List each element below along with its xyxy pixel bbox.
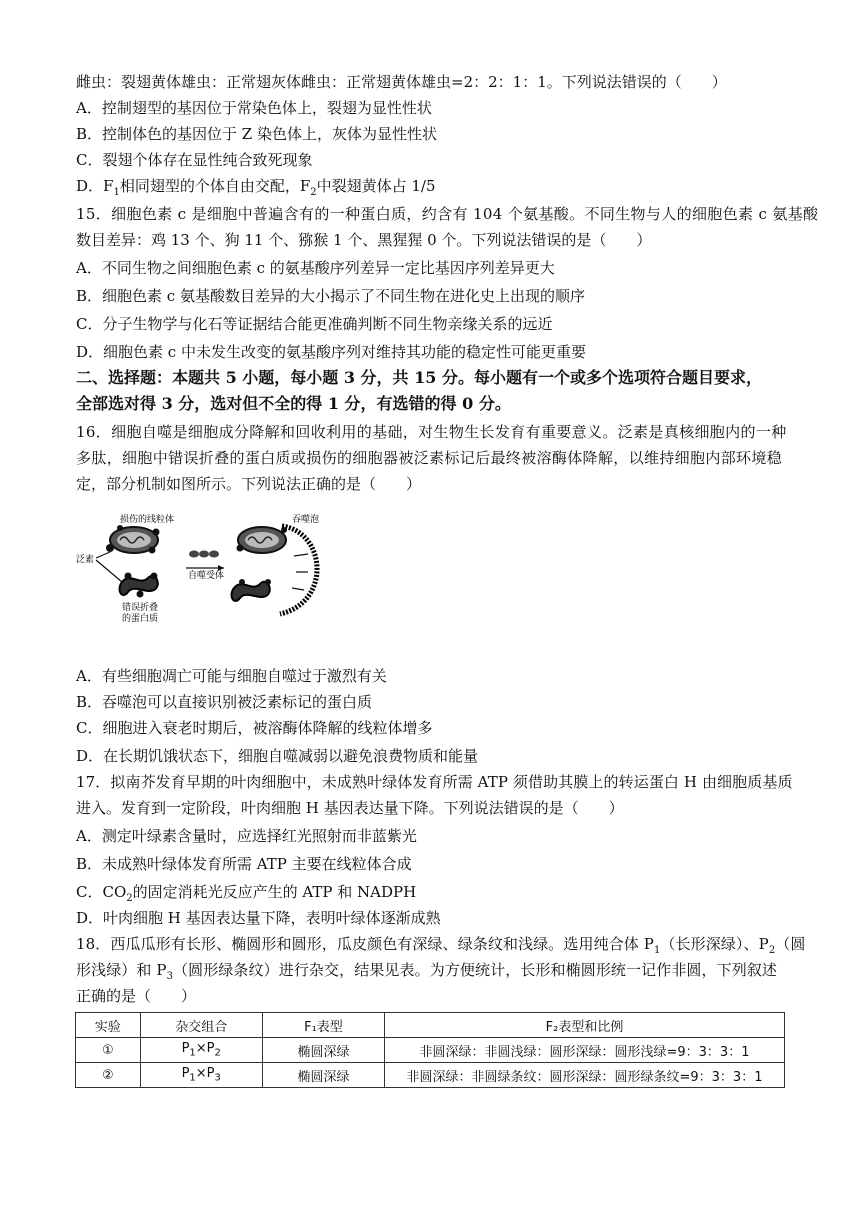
misfolded-protein-left	[120, 573, 158, 598]
label-phagophore: 吞噬泡	[292, 515, 320, 525]
table-row	[76, 1063, 785, 1088]
q16-stem: 16．细胞自噬是细胞成分降解和回收利用的基础，对生物生长发育有重要意义。泛素是真核细胞内的一种	[76, 423, 787, 441]
q15-stem: 15．细胞色素 c 是细胞中普遍含有的一种蛋白质，约含有 104 个氨基酸。不同生物与人的细胞色素 c 氨基酸	[76, 205, 819, 223]
q18-stem-cont: 形浅绿）和 $P_3$（圆形绿条纹）进行杂交，结果见表。为方便统计，长形和椭圆形统一记作非圆，下列叙述	[76, 961, 778, 982]
misfolded-protein-right	[232, 579, 271, 601]
q15-option-a: A．不同生物之间细胞色素 c 的氨基酸序列差异一定比基因序列差异更大	[76, 259, 555, 277]
q17-option-c: C．$CO_2$的固定消耗光反应产生的 ATP 和 NADPH	[76, 883, 417, 904]
label-misfolded-1: 错误折叠	[122, 603, 159, 613]
q15-stem-cont: 数目差异：鸡 13 个、狗 11 个、猕猴 1 个、黑猩猩 0 个。下列说法错误的是（ ）	[76, 231, 652, 249]
table-cell: 非圆深绿：非圆绿条纹：圆形深绿：圆形绿条纹=9：3：3：1	[385, 1063, 785, 1088]
q17-option-b: B．未成熟叶绿体发育所需 ATP 主要在线粒体合成	[76, 855, 412, 873]
table-cell: ②	[76, 1063, 141, 1088]
table-header: 杂交组合	[140, 1013, 262, 1038]
table-header: F₂表型和比例	[385, 1013, 785, 1038]
damaged-mitochondrion-right	[237, 527, 288, 553]
section-heading-cont: 全部选对得 3 分，选对但不全的得 1 分，有选错的得 0 分。	[76, 394, 511, 413]
table-cell: ①	[76, 1038, 141, 1063]
results-table	[75, 1012, 785, 1088]
table-header-row	[76, 1013, 785, 1038]
autophagy-receptor	[189, 551, 219, 558]
q17-option-d: D．叶肉细胞 H 基因表达量下降，表明叶绿体逐渐成熟	[76, 909, 441, 927]
table-cell: 椭圆深绿	[262, 1063, 384, 1088]
q17-stem-cont: 进入。发育到一定阶段，叶肉细胞 H 基因表达量下降。下列说法错误的是（ ）	[76, 799, 624, 817]
q14-option-a: A．控制翅型的基因位于常染色体上，裂翅为显性性状	[76, 99, 432, 117]
q15-option-b: B．细胞色素 c 氨基酸数目差异的大小揭示了不同生物在进化史上出现的顺序	[76, 287, 585, 305]
q16-stem-cont2: 定，部分机制如图所示。下列说法正确的是（ ）	[76, 475, 422, 493]
label-ubiquitin: 泛素	[76, 555, 95, 565]
label-receptor: 自噬受体	[188, 571, 225, 581]
text-line: 雌虫：裂翅黄体雄虫：正常翅灰体雌虫：正常翅黄体雄虫=2：2：1：1。下列说法错误的（ ）	[76, 73, 727, 91]
q14-option-b: B．控制体色的基因位于 Z 染色体上，灰体为显性性状	[76, 125, 437, 143]
label-misfolded-2: 的蛋白质	[122, 614, 159, 624]
table-cell: $P_1\times P_2$	[140, 1038, 262, 1063]
section-heading: 二、选择题：本题共 5 小题，每小题 3 分，共 15 分。每小题有一个或多个选项符合题目要求，	[76, 368, 762, 387]
table-header: F₁表型	[262, 1013, 384, 1038]
table-row	[76, 1038, 785, 1063]
q17-stem: 17．拟南芥发育早期的叶肉细胞中，未成熟叶绿体发育所需 ATP 须借助其膜上的转运蛋白 H 由细胞质基质	[76, 773, 793, 791]
q18-stem: 18．西瓜瓜形有长形、椭圆形和圆形，瓜皮颜色有深绿、绿条纹和浅绿。选用纯合体 $P_1$（长形深绿）、$P_2$（圆	[76, 935, 806, 956]
q16-option-c: C．细胞进入衰老时期后，被溶酶体降解的线粒体增多	[76, 719, 433, 737]
table-cell: 椭圆深绿	[262, 1038, 384, 1063]
q16-stem-cont: 多肽，细胞中错误折叠的蛋白质或损伤的细胞器被泛素标记后最终被溶酶体降解，以维持细胞内部环境稳	[76, 449, 783, 467]
q15-option-d: D．细胞色素 c 中未发生改变的氨基酸序列对维持其功能的稳定性可能更重要	[76, 343, 586, 361]
q14-option-c: C．裂翅个体存在显性纯合致死现象	[76, 151, 313, 169]
table-cell: 非圆深绿：非圆浅绿：圆形深绿：圆形浅绿=9：3：3：1	[385, 1038, 785, 1063]
autophagy-figure	[76, 512, 338, 624]
table-header: 实验	[76, 1013, 141, 1038]
q16-option-b: B．吞噬泡可以直接识别被泛素标记的蛋白质	[76, 693, 373, 711]
q16-option-d: D．在长期饥饿状态下，细胞自噬减弱以避免浪费物质和能量	[76, 747, 479, 765]
q16-option-a: A．有些细胞凋亡可能与细胞自噬过于激烈有关	[76, 667, 387, 685]
label-damaged-mito: 损伤的线粒体	[120, 515, 175, 525]
q17-option-a: A．测定叶绿素含量时，应选择红光照射而非蓝紫光	[76, 827, 417, 845]
damaged-mitochondrion-left	[106, 525, 160, 554]
q15-option-c: C．分子生物学与化石等证据结合能更准确判断不同生物亲缘关系的远近	[76, 315, 553, 333]
q14-option-d: D．$F_1$相同翅型的个体自由交配，$F_2$中裂翅黄体占 1/5	[76, 177, 436, 198]
table-cell: $P_1\times P_3$	[140, 1063, 262, 1088]
q18-stem-cont2: 正确的是（ ）	[76, 987, 197, 1005]
